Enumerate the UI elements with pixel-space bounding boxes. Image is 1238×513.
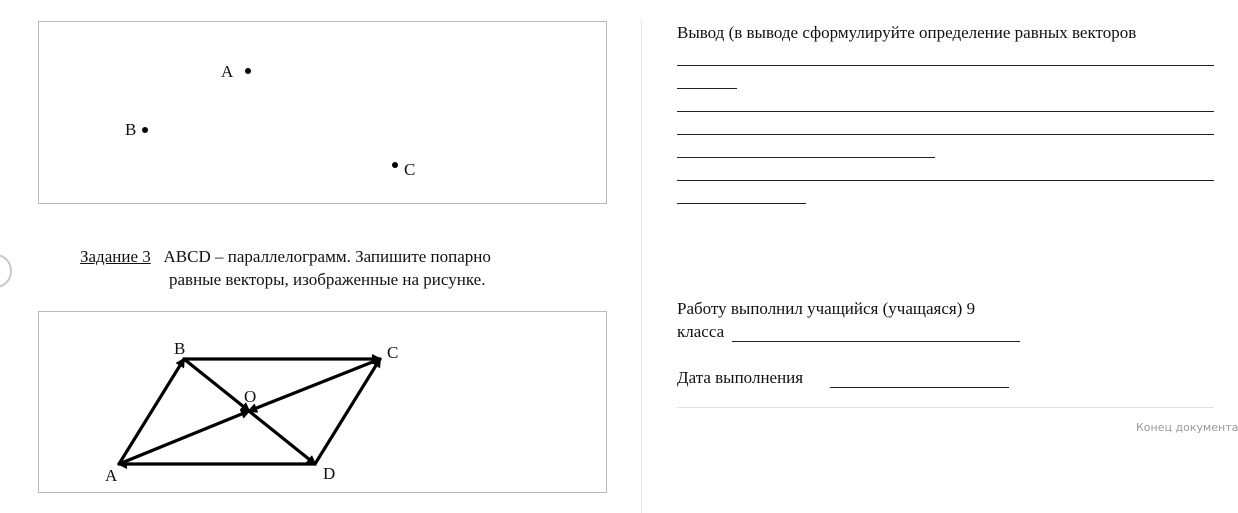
- vector-co: [249, 359, 380, 411]
- document-end-rule: [677, 407, 1214, 408]
- column-divider: [641, 20, 642, 513]
- diagram-label-a: A: [105, 466, 118, 485]
- student-line-2: класса: [677, 322, 725, 341]
- answer-line-7[interactable]: [677, 203, 806, 204]
- page-nav-button[interactable]: [0, 254, 12, 288]
- point-b-label: B: [125, 120, 137, 139]
- parallelogram-frame: [38, 311, 607, 493]
- diagram-label-c: C: [387, 343, 399, 362]
- diagram-label-o: O: [244, 387, 257, 406]
- answer-line-5[interactable]: [677, 157, 935, 158]
- document-end-note: Конец документа: [1136, 421, 1238, 434]
- point-b-dot: [142, 127, 148, 133]
- diagram-label-b: B: [174, 339, 186, 358]
- date-input-line[interactable]: [830, 387, 1009, 388]
- answer-line-2[interactable]: [677, 88, 737, 89]
- vector-dc: [315, 359, 380, 464]
- point-a-label: A: [221, 62, 234, 81]
- task3-text-line2: равные векторы, изображенные на рисунке.: [169, 270, 486, 289]
- diagram-label-d: D: [323, 464, 336, 483]
- task3-heading: [80, 245, 491, 268]
- point-a-dot: [245, 68, 251, 74]
- point-c-label: C: [404, 160, 416, 179]
- points-frame: [38, 21, 607, 204]
- vector-bo: [184, 359, 249, 411]
- answer-line-1[interactable]: [677, 65, 1214, 66]
- vector-od: [249, 411, 315, 464]
- student-line-1: Работу выполнил учащийся (учащаяся) 9: [677, 299, 976, 318]
- answer-line-4[interactable]: [677, 134, 1214, 135]
- vector-ab: [119, 359, 184, 464]
- task3-text-line1: ABCD – параллелограмм. Запишите попарно: [163, 247, 491, 266]
- answer-line-3[interactable]: [677, 111, 1214, 112]
- task3-number: Задание 3: [80, 247, 151, 266]
- answer-line-6[interactable]: [677, 180, 1214, 181]
- point-c-dot: [392, 162, 398, 168]
- class-input-line[interactable]: [732, 341, 1020, 342]
- conclusion-prompt: Вывод (в выводе сформулируйте определение равных векторов: [677, 23, 1137, 42]
- vector-ao: [119, 411, 249, 464]
- date-label: Дата выполнения: [677, 368, 804, 387]
